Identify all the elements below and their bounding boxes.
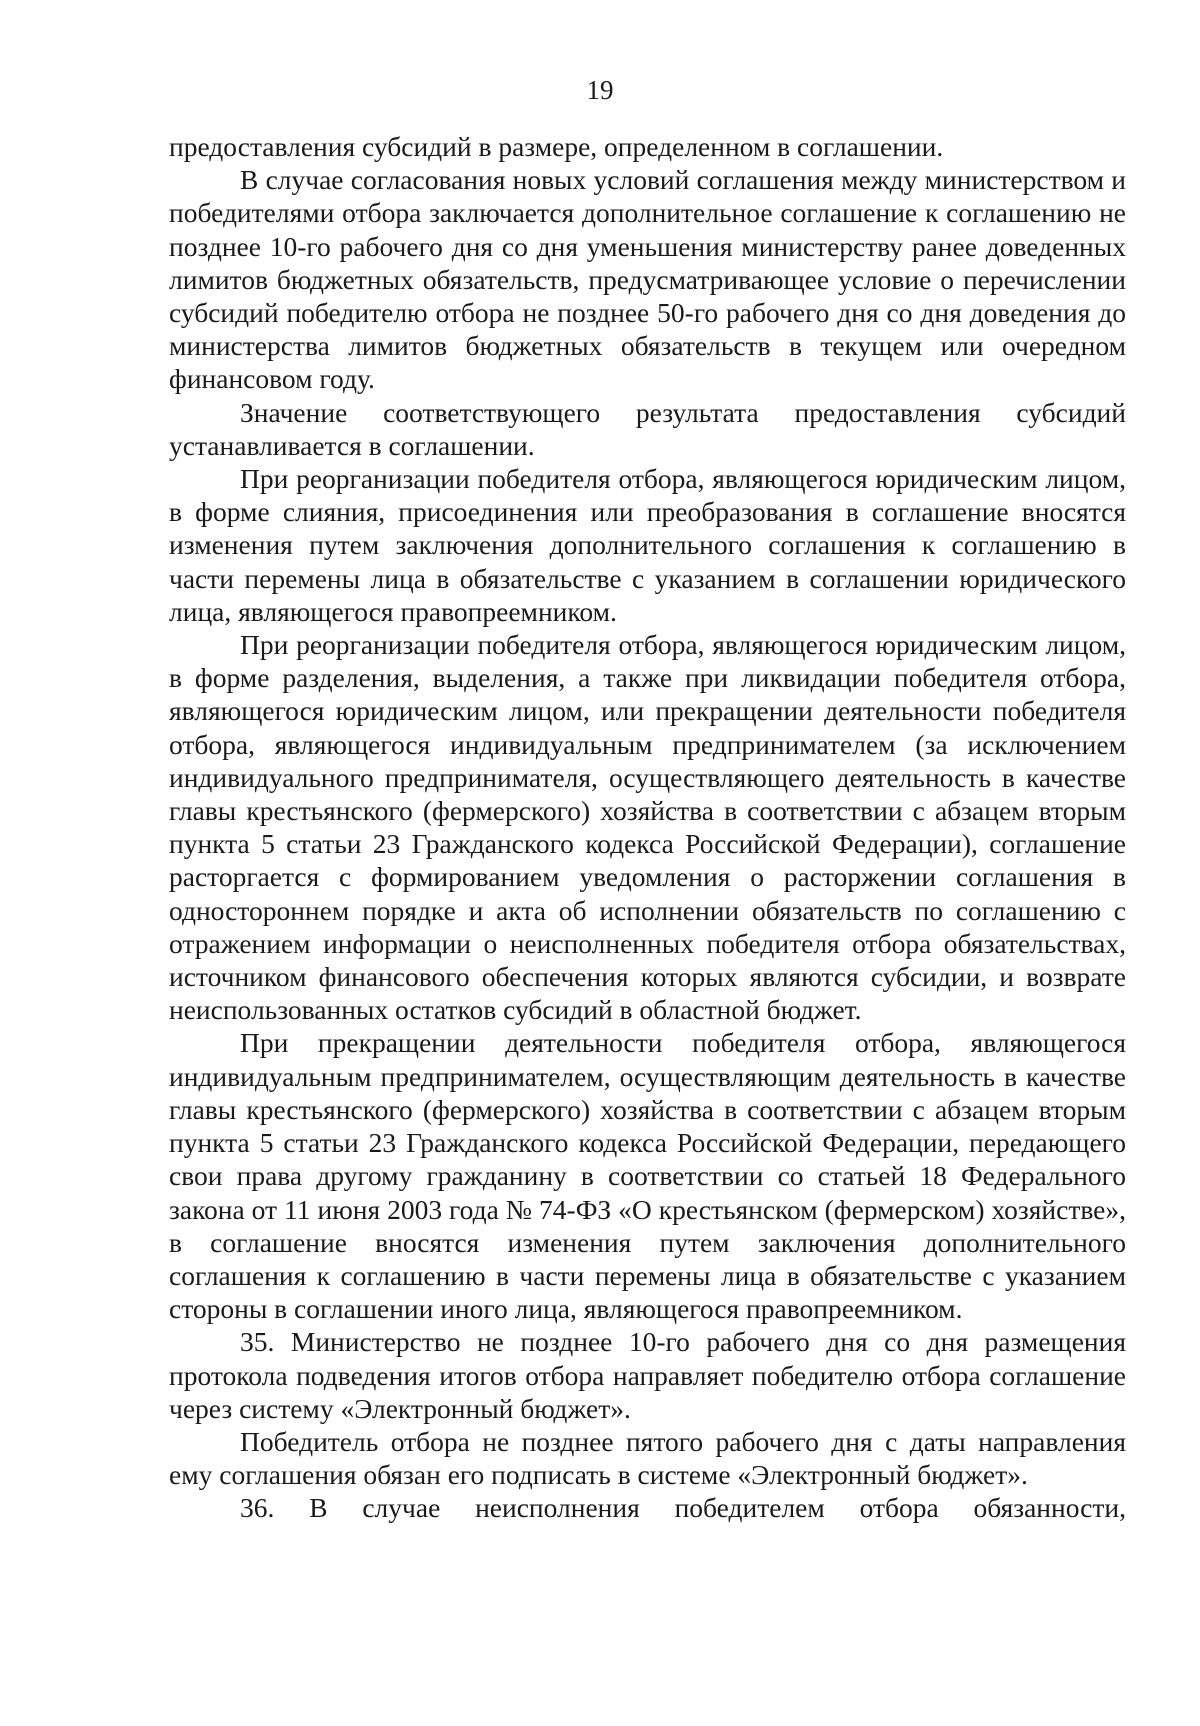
paragraph-p1: В случае согласования новых условий соглашения между министерством и победителями отбора заключается дополнительное соглашение к соглашению не позднее 10-го рабочего дня со дня уменьшения министерству ранее доведенных лимитов бюджетных обязательств, предусматривающее условие о перечислении субсидий победителю отбора не позднее 50-го рабочего дня со дня доведения до министерства лимитов бюджетных обязательств в текущем или очередном финансовом году.	[169, 164, 1126, 395]
paragraph-p2: Значение соответствующего результата предоставления субсидий устанавливается в соглашении.	[169, 396, 1126, 461]
paragraph-p3: При реорганизации победителя отбора, являющегося юридическим лицом, в форме слияния, присоединения или преобразования в соглашение вносятся изменения путем заключения дополнительного соглашения к соглашению в части перемены лица в обязательстве с указанием в соглашении юридического лица, являющегося правопреемником.	[169, 463, 1126, 627]
page-number: 19	[586, 75, 614, 105]
paragraph-p6: 35. Министерство не позднее 10-го рабочего дня со дня размещения протокола подведения итогов отбора направляет победителю отбора соглашение через систему «Электронный бюджет».	[169, 1326, 1126, 1424]
paragraph-p8: 36. В случае неисполнения победителем отбора обязанности,	[240, 1492, 1126, 1524]
paragraph-p4: При реорганизации победителя отбора, являющегося юридическим лицом, в форме разделения, выделения, а также при ликвидации победителя отбора, являющегося юридическим лицом, или прекращении деятельности победителя отбора, являющегося индивидуальным предпринимателем (за исключением индивидуального предпринимателя, осуществляющего деятельность в качестве главы крестьянского (фермерского) хозяйства в соответствии с абзацем вторым пункта 5 статьи 23 Гражданского кодекса Российской Федерации), соглашение расторгается с формированием уведомления о расторжении соглашения в одностороннем порядке и акта об исполнении обязательств по соглашению с отражением информации о неисполненных победителя отбора обязательствах, источником финансового обеспечения которых являются субсидии, и возврате неиспользованных остатков субсидий в областной бюджет.	[169, 629, 1126, 1026]
document-body	[169, 130, 1126, 1525]
paragraph-p5: При прекращении деятельности победителя отбора, являющегося индивидуальным предпринимателем, осуществляющим деятельность в качестве главы крестьянского (фермерского) хозяйства в соответствии с абзацем вторым пункта 5 статьи 23 Гражданского кодекса Российской Федерации, передающего свои права другому гражданину в соответствии со статьей 18 Федерального закона от 11 июня 2003 года № 74-ФЗ «О крестьянском (фермерском) хозяйстве», в соглашение вносятся изменения путем заключения дополнительного соглашения к соглашению в части перемены лица в обязательстве с указанием стороны в соглашении иного лица, являющегося правопреемником.	[169, 1027, 1126, 1325]
paragraph-p0: предоставления субсидий в размере, определенном в соглашении.	[169, 131, 944, 162]
paragraph-p7: Победитель отбора не позднее пятого рабочего дня с даты направления ему соглашения обязан его подписать в системе «Электронный бюджет».	[169, 1425, 1126, 1491]
